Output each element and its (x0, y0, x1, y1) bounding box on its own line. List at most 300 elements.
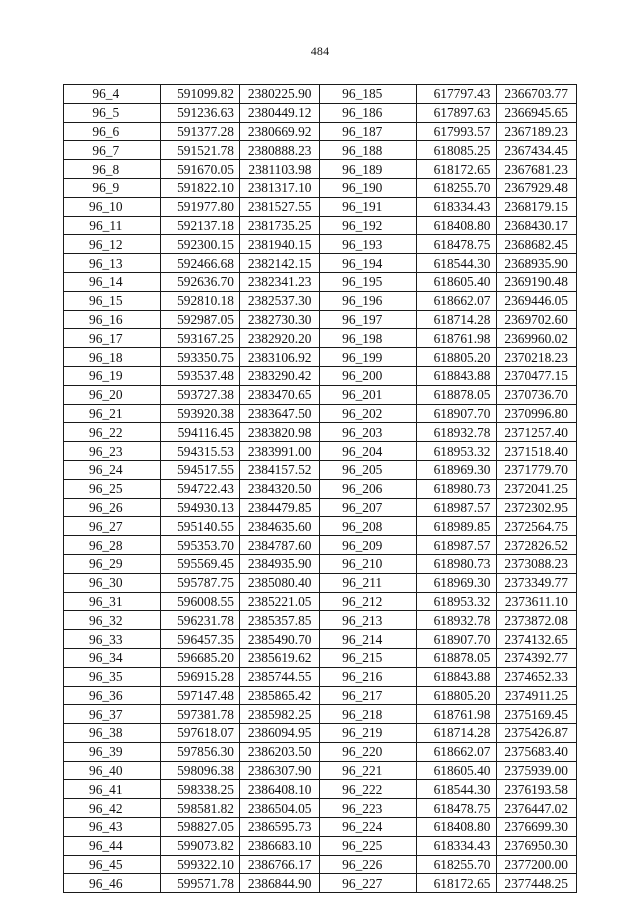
table-row (64, 498, 577, 517)
y-coord-left-cell: 2381317.10 (240, 178, 320, 197)
y-coord-right-cell: 2376447.02 (496, 799, 577, 818)
point-id-right-cell: 96_225 (320, 836, 417, 855)
x-coord-left-cell: 596915.28 (160, 667, 239, 686)
point-id-left-cell: 96_44 (64, 836, 161, 855)
y-coord-right-cell: 2369702.60 (496, 310, 577, 329)
point-id-left-cell: 96_18 (64, 348, 161, 367)
y-coord-left-cell: 2384157.52 (240, 460, 320, 479)
x-coord-right-cell: 618932.78 (417, 423, 496, 442)
x-coord-left-cell: 593167.25 (160, 329, 239, 348)
point-id-right-cell: 96_190 (320, 178, 417, 197)
point-id-right-cell: 96_224 (320, 818, 417, 837)
y-coord-left-cell: 2382730.30 (240, 310, 320, 329)
point-id-right-cell: 96_210 (320, 554, 417, 573)
y-coord-right-cell: 2370477.15 (496, 366, 577, 385)
table-row (64, 630, 577, 649)
point-id-right-cell: 96_192 (320, 216, 417, 235)
table-row (64, 517, 577, 536)
y-coord-right-cell: 2373611.10 (496, 592, 577, 611)
point-id-right-cell: 96_221 (320, 761, 417, 780)
table-row (64, 272, 577, 291)
point-id-right-cell: 96_187 (320, 122, 417, 141)
x-coord-left-cell: 599322.10 (160, 855, 239, 874)
point-id-left-cell: 96_16 (64, 310, 161, 329)
y-coord-left-cell: 2384935.90 (240, 554, 320, 573)
x-coord-right-cell: 618932.78 (417, 611, 496, 630)
point-id-right-cell: 96_202 (320, 404, 417, 423)
x-coord-left-cell: 592300.15 (160, 235, 239, 254)
y-coord-right-cell: 2374911.25 (496, 686, 577, 705)
point-id-left-cell: 96_38 (64, 724, 161, 743)
point-id-right-cell: 96_201 (320, 385, 417, 404)
coordinate-table-wrapper (63, 84, 577, 893)
y-coord-left-cell: 2380669.92 (240, 122, 320, 141)
x-coord-right-cell: 618878.05 (417, 648, 496, 667)
x-coord-left-cell: 594930.13 (160, 498, 239, 517)
y-coord-right-cell: 2367434.45 (496, 141, 577, 160)
x-coord-right-cell: 618980.73 (417, 554, 496, 573)
point-id-right-cell: 96_204 (320, 442, 417, 461)
table-row (64, 141, 577, 160)
y-coord-left-cell: 2386683.10 (240, 836, 320, 855)
y-coord-left-cell: 2385982.25 (240, 705, 320, 724)
table-row (64, 254, 577, 273)
x-coord-right-cell: 618969.30 (417, 460, 496, 479)
x-coord-right-cell: 617797.43 (417, 85, 496, 104)
y-coord-left-cell: 2385080.40 (240, 573, 320, 592)
x-coord-right-cell: 618662.07 (417, 742, 496, 761)
y-coord-right-cell: 2370218.23 (496, 348, 577, 367)
y-coord-left-cell: 2386844.90 (240, 874, 320, 893)
x-coord-right-cell: 617897.63 (417, 103, 496, 122)
x-coord-left-cell: 595569.45 (160, 554, 239, 573)
point-id-right-cell: 96_214 (320, 630, 417, 649)
y-coord-left-cell: 2383470.65 (240, 385, 320, 404)
point-id-left-cell: 96_45 (64, 855, 161, 874)
table-row (64, 667, 577, 686)
point-id-right-cell: 96_218 (320, 705, 417, 724)
point-id-left-cell: 96_41 (64, 780, 161, 799)
point-id-right-cell: 96_226 (320, 855, 417, 874)
point-id-left-cell: 96_17 (64, 329, 161, 348)
table-row (64, 460, 577, 479)
point-id-left-cell: 96_6 (64, 122, 161, 141)
table-row (64, 536, 577, 555)
point-id-left-cell: 96_25 (64, 479, 161, 498)
point-id-right-cell: 96_211 (320, 573, 417, 592)
y-coord-right-cell: 2367681.23 (496, 160, 577, 179)
coordinate-table-body (64, 85, 577, 893)
x-coord-right-cell: 618662.07 (417, 291, 496, 310)
x-coord-right-cell: 618761.98 (417, 705, 496, 724)
point-id-left-cell: 96_27 (64, 517, 161, 536)
point-id-left-cell: 96_10 (64, 197, 161, 216)
x-coord-left-cell: 592636.70 (160, 272, 239, 291)
x-coord-left-cell: 598338.25 (160, 780, 239, 799)
x-coord-right-cell: 618953.32 (417, 592, 496, 611)
y-coord-left-cell: 2386307.90 (240, 761, 320, 780)
point-id-right-cell: 96_219 (320, 724, 417, 743)
y-coord-left-cell: 2382537.30 (240, 291, 320, 310)
y-coord-right-cell: 2366703.77 (496, 85, 577, 104)
x-coord-left-cell: 591977.80 (160, 197, 239, 216)
x-coord-right-cell: 618987.57 (417, 498, 496, 517)
point-id-left-cell: 96_4 (64, 85, 161, 104)
x-coord-right-cell: 618980.73 (417, 479, 496, 498)
x-coord-left-cell: 596008.55 (160, 592, 239, 611)
x-coord-left-cell: 595787.75 (160, 573, 239, 592)
point-id-left-cell: 96_34 (64, 648, 161, 667)
y-coord-left-cell: 2383991.00 (240, 442, 320, 461)
y-coord-right-cell: 2372826.52 (496, 536, 577, 555)
y-coord-right-cell: 2377448.25 (496, 874, 577, 893)
y-coord-right-cell: 2372041.25 (496, 479, 577, 498)
point-id-left-cell: 96_40 (64, 761, 161, 780)
point-id-right-cell: 96_227 (320, 874, 417, 893)
y-coord-left-cell: 2382142.15 (240, 254, 320, 273)
y-coord-right-cell: 2375939.00 (496, 761, 577, 780)
y-coord-right-cell: 2375169.45 (496, 705, 577, 724)
y-coord-right-cell: 2366945.65 (496, 103, 577, 122)
point-id-right-cell: 96_186 (320, 103, 417, 122)
x-coord-right-cell: 618714.28 (417, 310, 496, 329)
point-id-right-cell: 96_222 (320, 780, 417, 799)
x-coord-left-cell: 597381.78 (160, 705, 239, 724)
x-coord-right-cell: 618907.70 (417, 630, 496, 649)
point-id-right-cell: 96_206 (320, 479, 417, 498)
y-coord-left-cell: 2380449.12 (240, 103, 320, 122)
y-coord-right-cell: 2375426.87 (496, 724, 577, 743)
y-coord-left-cell: 2386094.95 (240, 724, 320, 743)
point-id-right-cell: 96_207 (320, 498, 417, 517)
x-coord-left-cell: 599073.82 (160, 836, 239, 855)
point-id-right-cell: 96_220 (320, 742, 417, 761)
x-coord-right-cell: 618953.32 (417, 442, 496, 461)
y-coord-left-cell: 2386595.73 (240, 818, 320, 837)
x-coord-right-cell: 617993.57 (417, 122, 496, 141)
y-coord-left-cell: 2385865.42 (240, 686, 320, 705)
x-coord-left-cell: 599571.78 (160, 874, 239, 893)
table-row (64, 423, 577, 442)
table-row (64, 761, 577, 780)
point-id-right-cell: 96_185 (320, 85, 417, 104)
x-coord-right-cell: 618761.98 (417, 329, 496, 348)
table-row (64, 705, 577, 724)
x-coord-left-cell: 594315.53 (160, 442, 239, 461)
point-id-left-cell: 96_39 (64, 742, 161, 761)
table-row (64, 291, 577, 310)
y-coord-right-cell: 2367929.48 (496, 178, 577, 197)
point-id-left-cell: 96_20 (64, 385, 161, 404)
point-id-left-cell: 96_31 (64, 592, 161, 611)
x-coord-right-cell: 618987.57 (417, 536, 496, 555)
point-id-left-cell: 96_9 (64, 178, 161, 197)
y-coord-right-cell: 2369190.48 (496, 272, 577, 291)
point-id-right-cell: 96_209 (320, 536, 417, 555)
x-coord-left-cell: 591377.28 (160, 122, 239, 141)
y-coord-left-cell: 2380225.90 (240, 85, 320, 104)
x-coord-right-cell: 618544.30 (417, 254, 496, 273)
y-coord-right-cell: 2371257.40 (496, 423, 577, 442)
y-coord-left-cell: 2384320.50 (240, 479, 320, 498)
point-id-right-cell: 96_196 (320, 291, 417, 310)
point-id-left-cell: 96_37 (64, 705, 161, 724)
y-coord-right-cell: 2368935.90 (496, 254, 577, 273)
y-coord-right-cell: 2370996.80 (496, 404, 577, 423)
y-coord-right-cell: 2372302.95 (496, 498, 577, 517)
y-coord-left-cell: 2380888.23 (240, 141, 320, 160)
table-row (64, 404, 577, 423)
x-coord-right-cell: 618878.05 (417, 385, 496, 404)
point-id-left-cell: 96_24 (64, 460, 161, 479)
x-coord-left-cell: 598581.82 (160, 799, 239, 818)
point-id-right-cell: 96_188 (320, 141, 417, 160)
y-coord-right-cell: 2369446.05 (496, 291, 577, 310)
x-coord-left-cell: 597856.30 (160, 742, 239, 761)
point-id-right-cell: 96_197 (320, 310, 417, 329)
table-row (64, 799, 577, 818)
y-coord-left-cell: 2385619.62 (240, 648, 320, 667)
y-coord-right-cell: 2372564.75 (496, 517, 577, 536)
x-coord-right-cell: 618805.20 (417, 686, 496, 705)
y-coord-left-cell: 2383290.42 (240, 366, 320, 385)
table-row (64, 85, 577, 104)
y-coord-left-cell: 2386203.50 (240, 742, 320, 761)
y-coord-right-cell: 2368682.45 (496, 235, 577, 254)
y-coord-left-cell: 2381103.98 (240, 160, 320, 179)
point-id-right-cell: 96_216 (320, 667, 417, 686)
y-coord-left-cell: 2385221.05 (240, 592, 320, 611)
y-coord-right-cell: 2368430.17 (496, 216, 577, 235)
x-coord-right-cell: 618255.70 (417, 178, 496, 197)
table-row (64, 818, 577, 837)
x-coord-right-cell: 618334.43 (417, 836, 496, 855)
y-coord-right-cell: 2373349.77 (496, 573, 577, 592)
table-row (64, 197, 577, 216)
y-coord-right-cell: 2368179.15 (496, 197, 577, 216)
x-coord-left-cell: 594116.45 (160, 423, 239, 442)
point-id-left-cell: 96_46 (64, 874, 161, 893)
x-coord-left-cell: 596685.20 (160, 648, 239, 667)
table-row (64, 836, 577, 855)
y-coord-right-cell: 2371779.70 (496, 460, 577, 479)
x-coord-right-cell: 618408.80 (417, 216, 496, 235)
x-coord-right-cell: 618255.70 (417, 855, 496, 874)
x-coord-right-cell: 618969.30 (417, 573, 496, 592)
table-row (64, 611, 577, 630)
point-id-left-cell: 96_19 (64, 366, 161, 385)
x-coord-left-cell: 592810.18 (160, 291, 239, 310)
y-coord-right-cell: 2375683.40 (496, 742, 577, 761)
y-coord-left-cell: 2381527.55 (240, 197, 320, 216)
point-id-left-cell: 96_5 (64, 103, 161, 122)
point-id-right-cell: 96_217 (320, 686, 417, 705)
point-id-right-cell: 96_195 (320, 272, 417, 291)
y-coord-left-cell: 2383647.50 (240, 404, 320, 423)
y-coord-right-cell: 2374652.33 (496, 667, 577, 686)
x-coord-left-cell: 596231.78 (160, 611, 239, 630)
y-coord-right-cell: 2371518.40 (496, 442, 577, 461)
y-coord-right-cell: 2374392.77 (496, 648, 577, 667)
point-id-left-cell: 96_21 (64, 404, 161, 423)
point-id-right-cell: 96_213 (320, 611, 417, 630)
point-id-left-cell: 96_23 (64, 442, 161, 461)
x-coord-left-cell: 597618.07 (160, 724, 239, 743)
table-row (64, 780, 577, 799)
table-row (64, 686, 577, 705)
point-id-right-cell: 96_208 (320, 517, 417, 536)
x-coord-left-cell: 597147.48 (160, 686, 239, 705)
x-coord-right-cell: 618843.88 (417, 667, 496, 686)
x-coord-right-cell: 618544.30 (417, 780, 496, 799)
x-coord-left-cell: 593350.75 (160, 348, 239, 367)
point-id-right-cell: 96_203 (320, 423, 417, 442)
x-coord-right-cell: 618605.40 (417, 761, 496, 780)
y-coord-left-cell: 2385357.85 (240, 611, 320, 630)
x-coord-left-cell: 593920.38 (160, 404, 239, 423)
point-id-left-cell: 96_12 (64, 235, 161, 254)
x-coord-left-cell: 594517.55 (160, 460, 239, 479)
x-coord-right-cell: 618843.88 (417, 366, 496, 385)
table-row (64, 442, 577, 461)
x-coord-right-cell: 618408.80 (417, 818, 496, 837)
table-row (64, 160, 577, 179)
coordinate-table (63, 84, 577, 893)
table-row (64, 310, 577, 329)
point-id-left-cell: 96_13 (64, 254, 161, 273)
y-coord-right-cell: 2376950.30 (496, 836, 577, 855)
point-id-left-cell: 96_11 (64, 216, 161, 235)
x-coord-right-cell: 618334.43 (417, 197, 496, 216)
table-row (64, 724, 577, 743)
y-coord-right-cell: 2376193.58 (496, 780, 577, 799)
y-coord-left-cell: 2386504.05 (240, 799, 320, 818)
y-coord-left-cell: 2382341.23 (240, 272, 320, 291)
x-coord-left-cell: 591521.78 (160, 141, 239, 160)
point-id-right-cell: 96_199 (320, 348, 417, 367)
x-coord-left-cell: 593727.38 (160, 385, 239, 404)
x-coord-left-cell: 593537.48 (160, 366, 239, 385)
point-id-left-cell: 96_42 (64, 799, 161, 818)
table-row (64, 178, 577, 197)
y-coord-left-cell: 2383106.92 (240, 348, 320, 367)
point-id-right-cell: 96_205 (320, 460, 417, 479)
x-coord-left-cell: 594722.43 (160, 479, 239, 498)
x-coord-left-cell: 595353.70 (160, 536, 239, 555)
table-row (64, 592, 577, 611)
x-coord-left-cell: 591236.63 (160, 103, 239, 122)
x-coord-right-cell: 618478.75 (417, 235, 496, 254)
point-id-right-cell: 96_194 (320, 254, 417, 273)
x-coord-left-cell: 592987.05 (160, 310, 239, 329)
y-coord-right-cell: 2373088.23 (496, 554, 577, 573)
table-row (64, 329, 577, 348)
y-coord-left-cell: 2381735.25 (240, 216, 320, 235)
point-id-left-cell: 96_26 (64, 498, 161, 517)
table-row (64, 235, 577, 254)
table-row (64, 103, 577, 122)
y-coord-left-cell: 2385490.70 (240, 630, 320, 649)
point-id-right-cell: 96_200 (320, 366, 417, 385)
table-row (64, 122, 577, 141)
x-coord-left-cell: 591670.05 (160, 160, 239, 179)
point-id-left-cell: 96_36 (64, 686, 161, 705)
point-id-left-cell: 96_33 (64, 630, 161, 649)
y-coord-right-cell: 2370736.70 (496, 385, 577, 404)
point-id-left-cell: 96_32 (64, 611, 161, 630)
x-coord-left-cell: 598827.05 (160, 818, 239, 837)
point-id-left-cell: 96_14 (64, 272, 161, 291)
point-id-right-cell: 96_223 (320, 799, 417, 818)
point-id-left-cell: 96_43 (64, 818, 161, 837)
point-id-right-cell: 96_191 (320, 197, 417, 216)
y-coord-right-cell: 2377200.00 (496, 855, 577, 874)
table-row (64, 648, 577, 667)
table-row (64, 554, 577, 573)
y-coord-left-cell: 2384635.60 (240, 517, 320, 536)
x-coord-left-cell: 598096.38 (160, 761, 239, 780)
point-id-right-cell: 96_193 (320, 235, 417, 254)
table-row (64, 385, 577, 404)
y-coord-right-cell: 2374132.65 (496, 630, 577, 649)
x-coord-right-cell: 618605.40 (417, 272, 496, 291)
y-coord-right-cell: 2367189.23 (496, 122, 577, 141)
table-row (64, 855, 577, 874)
y-coord-left-cell: 2384787.60 (240, 536, 320, 555)
x-coord-right-cell: 618172.65 (417, 160, 496, 179)
y-coord-left-cell: 2386408.10 (240, 780, 320, 799)
y-coord-left-cell: 2382920.20 (240, 329, 320, 348)
x-coord-right-cell: 618989.85 (417, 517, 496, 536)
point-id-left-cell: 96_15 (64, 291, 161, 310)
point-id-left-cell: 96_35 (64, 667, 161, 686)
y-coord-right-cell: 2369960.02 (496, 329, 577, 348)
table-row (64, 366, 577, 385)
y-coord-left-cell: 2386766.17 (240, 855, 320, 874)
x-coord-left-cell: 595140.55 (160, 517, 239, 536)
table-row (64, 348, 577, 367)
y-coord-right-cell: 2373872.08 (496, 611, 577, 630)
x-coord-left-cell: 596457.35 (160, 630, 239, 649)
y-coord-left-cell: 2383820.98 (240, 423, 320, 442)
x-coord-left-cell: 592466.68 (160, 254, 239, 273)
table-row (64, 573, 577, 592)
point-id-right-cell: 96_212 (320, 592, 417, 611)
x-coord-right-cell: 618714.28 (417, 724, 496, 743)
x-coord-right-cell: 618478.75 (417, 799, 496, 818)
point-id-left-cell: 96_28 (64, 536, 161, 555)
x-coord-right-cell: 618805.20 (417, 348, 496, 367)
page-number: 484 (310, 44, 330, 58)
table-row (64, 216, 577, 235)
y-coord-right-cell: 2376699.30 (496, 818, 577, 837)
table-row (64, 742, 577, 761)
point-id-right-cell: 96_189 (320, 160, 417, 179)
x-coord-left-cell: 591099.82 (160, 85, 239, 104)
x-coord-right-cell: 618907.70 (417, 404, 496, 423)
point-id-left-cell: 96_30 (64, 573, 161, 592)
point-id-left-cell: 96_7 (64, 141, 161, 160)
x-coord-right-cell: 618172.65 (417, 874, 496, 893)
point-id-left-cell: 96_22 (64, 423, 161, 442)
point-id-left-cell: 96_8 (64, 160, 161, 179)
y-coord-left-cell: 2384479.85 (240, 498, 320, 517)
x-coord-right-cell: 618085.25 (417, 141, 496, 160)
point-id-right-cell: 96_215 (320, 648, 417, 667)
x-coord-left-cell: 591822.10 (160, 178, 239, 197)
y-coord-left-cell: 2385744.55 (240, 667, 320, 686)
point-id-right-cell: 96_198 (320, 329, 417, 348)
